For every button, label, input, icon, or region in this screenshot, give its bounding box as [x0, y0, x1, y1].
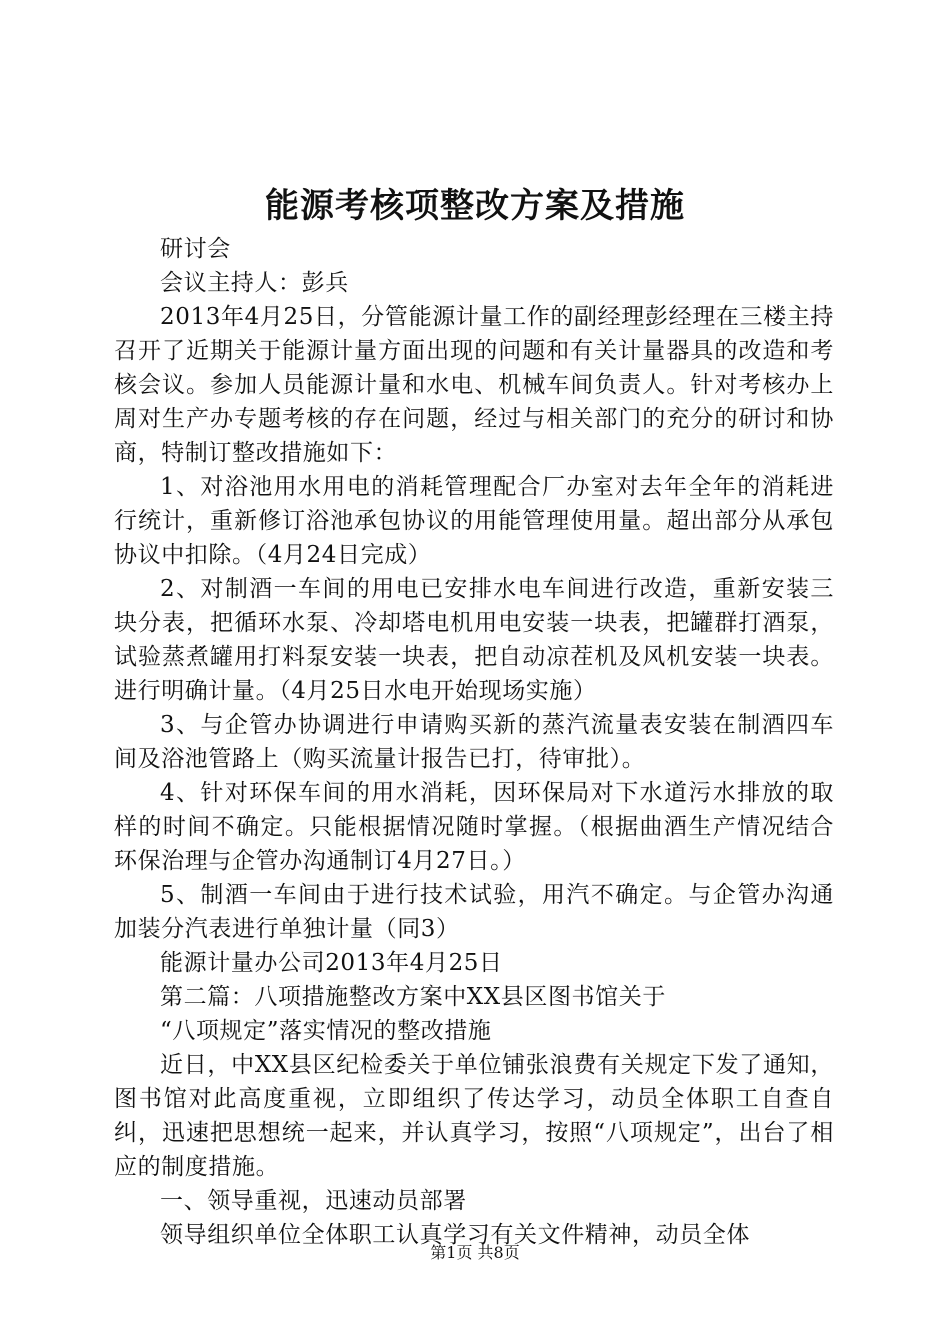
document-body: [114, 232, 834, 1252]
paragraph-meeting-intro: 2013年4月25日，分管能源计量工作的副经理彭经理在三楼主持召开了近期关于能源计量方面出现的问题和有关计量器具的改造和考核会议。参加人员能源计量和水电、机械车间负责人。针对考核办上周对生产办专题考核的存在问题，经过与相关部门的充分的研讨和协商，特制订整改措施如下：: [114, 304, 834, 466]
paragraph-second-title-1: 第二篇：八项措施整改方案中XX县区图书馆关于: [160, 984, 666, 1010]
paragraph-second-title-2: “八项规定”落实情况的整改措施: [160, 1018, 492, 1044]
paragraph-measure-5: 5、制酒一车间由于进行技术试验，用汽不确定。与企管办沟通加装分汽表进行单独计量（同3）: [114, 882, 834, 942]
paragraph-section-body: 领导组织单位全体职工认真学习有关文件精神，动员全体: [160, 1222, 750, 1248]
paragraph-notice: 近日，中XX县区纪检委关于单位铺张浪费有关规定下发了通知，图书馆对此高度重视，立即组织了传达学习，动员全体职工自查自纠，迅速把思想统一起来，并认真学习，按照“八项规定”，出台了相应的制度措施。: [114, 1052, 834, 1180]
paragraph-section-heading: 一、领导重视，迅速动员部署: [160, 1188, 467, 1214]
page-footer: 第1页 共8页: [430, 1243, 520, 1262]
paragraph-measure-1: 1、对浴池用水用电的消耗管理配合厂办室对去年全年的消耗进行统计，重新修订浴池承包协议的用能管理使用量。超出部分从承包协议中扣除。（4月24日完成）: [114, 474, 834, 568]
paragraph-measure-3: 3、与企管办协调进行申请购买新的蒸汽流量表安装在制酒四车间及浴池管路上（购买流量计报告已打，待审批）。: [114, 712, 834, 772]
document-title: 能源考核项整改方案及措施: [265, 186, 685, 226]
paragraph-measure-2: 2、对制酒一车间的用电已安排水电车间进行改造，重新安装三块分表，把循环水泵、冷却塔电机用电安装一块表，把罐群打酒泵，试验蒸煮罐用打料泵安装一块表，把自动凉茬机及风机安装一块表。进行明确计量。（4月25日水电开始现场实施）: [114, 576, 834, 704]
paragraph-signature: 能源计量办公司2013年4月25日: [160, 950, 503, 976]
paragraph-host: 会议主持人：彭兵: [160, 270, 349, 296]
paragraph-seminar: 研讨会: [160, 236, 231, 262]
paragraph-measure-4: 4、针对环保车间的用水消耗，因环保局对下水道污水排放的取样的时间不确定。只能根据情况随时掌握。（根据曲酒生产情况结合环保治理与企管办沟通制订4月27日。）: [114, 780, 834, 874]
